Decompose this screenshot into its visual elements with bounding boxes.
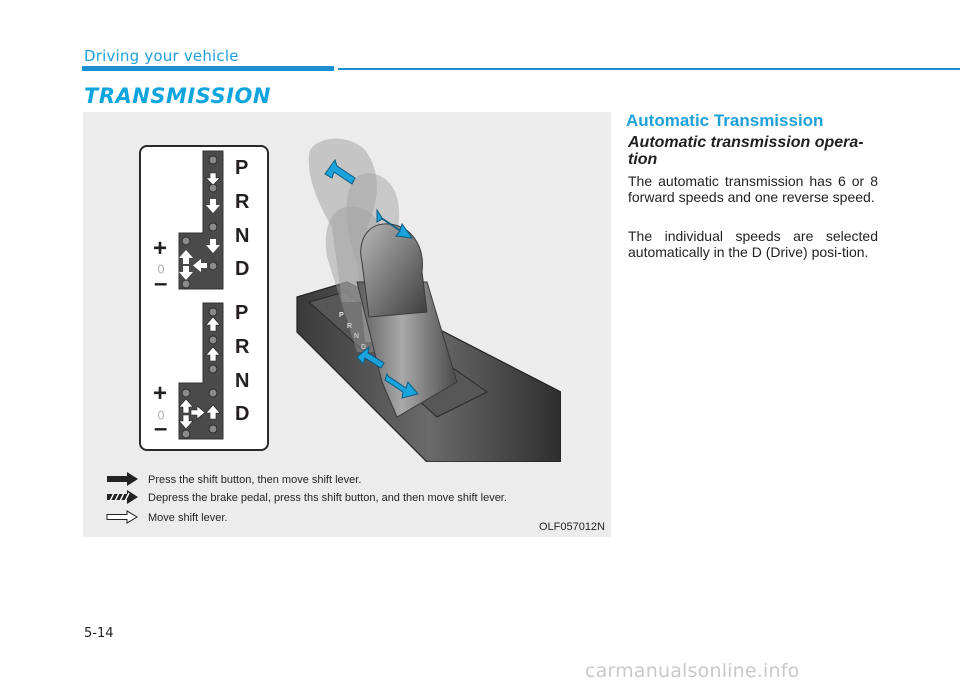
gate-node [209,308,217,316]
console-letter: P [339,312,344,319]
page-number: 5-14 [84,626,114,641]
gate-node [209,156,217,164]
gear-letter-p: P [235,157,249,179]
shift-pattern-diagram [139,145,269,451]
gate-node [209,336,217,344]
gear-letter-r: R [235,191,250,213]
gate-node [209,389,217,397]
sub-heading-line: tion [628,151,658,168]
console-letter: N [354,333,360,340]
body-paragraph: The individual speeds are selected automatically in the D (Drive) posi-tion. [628,228,878,260]
solid-arrow-icon [105,472,139,486]
gear-letter-r: R [235,336,250,358]
gate-node [182,237,190,245]
section-heading: Automatic Transmission [626,111,824,130]
hatched-arrow-icon [105,490,139,504]
minus-sign: – [154,270,168,297]
gate-node [209,223,217,231]
section-label: Driving your vehicle [84,47,239,65]
console-letter: R [347,323,353,330]
plus-sign: + [153,235,168,262]
shift-lever-illustration [287,132,561,462]
gate-node [182,280,190,288]
page-title: TRANSMISSION [84,84,271,108]
gear-letter-d: D [235,403,250,425]
gear-letter-p: P [235,302,249,324]
header-rule-thick [82,66,334,71]
legend-text: Press the shift button, then move shift lever. [148,474,362,486]
legend-text: Move shift lever. [148,512,228,524]
gate-node [182,389,190,397]
sub-heading-line: Automatic transmission opera- [628,134,864,151]
body-paragraph: The automatic transmission has 6 or 8 forward speeds and one reverse speed. [628,173,878,205]
console-letter: D [361,344,367,351]
gear-letter-n: N [235,225,250,247]
figure-panel [83,112,611,537]
figure-code: OLF057012N [538,521,605,533]
outline-arrow-icon [105,510,139,524]
gear-letter-n: N [235,370,250,392]
header-rule-thin [338,68,960,70]
sub-heading [628,134,878,168]
legend-text: Depress the brake pedal, press ths shift button, and then move shift lever. [148,492,507,504]
watermark: carmanualsonline.info [585,660,800,682]
gate-node [209,365,217,373]
gate-node [182,430,190,438]
plus-sign: + [153,380,168,407]
minus-sign: – [154,415,168,442]
gear-letter-d: D [235,258,250,280]
gate-node [209,262,217,270]
gate-node [209,425,217,433]
lever-knob [361,224,427,317]
